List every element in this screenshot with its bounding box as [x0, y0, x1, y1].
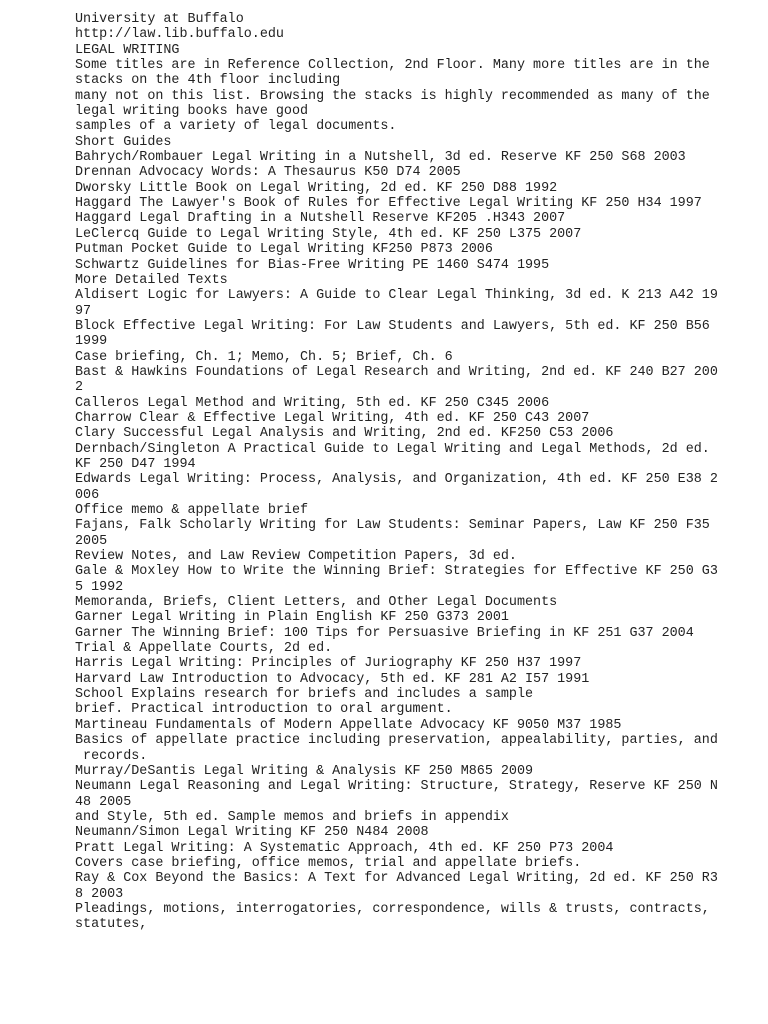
bibliography-entry: Edwards Legal Writing: Process, Analysis, and Organization, 4th ed. KF 250 E38 2	[75, 472, 718, 488]
bibliography-entry: Garner The Winning Brief: 100 Tips for Persuasive Briefing in KF 251 G37 2004	[75, 625, 694, 641]
bibliography-entry: Neumann Legal Reasoning and Legal Writing: Structure, Strategy, Reserve KF 250 N	[75, 779, 718, 795]
bibliography-entry: Harvard Law Introduction to Advocacy, 5th ed. KF 281 A2 I57 1991	[75, 671, 590, 687]
bibliography-entry: Trial & Appellate Courts, 2d ed.	[75, 641, 333, 657]
bibliography-entry: Bahrych/Rombauer Legal Writing in a Nutshell, 3d ed. Reserve KF 250 S68 2003	[75, 150, 686, 166]
bibliography-entry: Fajans, Falk Scholarly Writing for Law Students: Seminar Papers, Law KF 250 F35	[75, 518, 710, 534]
entry-note: records.	[75, 748, 148, 764]
intro-text: samples of a variety of legal documents.	[75, 119, 397, 135]
section-heading-short-guides: Short Guides	[75, 134, 172, 150]
bibliography-entry: 1999	[75, 334, 108, 350]
bibliography-entry: Putman Pocket Guide to Legal Writing KF250 P873 2006	[75, 242, 493, 258]
header-url: http://law.lib.buffalo.edu	[75, 27, 284, 43]
entry-note: Basics of appellate practice including preservation, appealability, parties, and	[75, 733, 718, 749]
bibliography-entry: KF 250 D47 1994	[75, 456, 196, 472]
entry-note: Covers case briefing, office memos, trial and appellate briefs.	[75, 855, 582, 871]
entry-note: statutes,	[75, 917, 148, 933]
bibliography-entry: 2005	[75, 533, 108, 549]
intro-text: Some titles are in Reference Collection, 2nd Floor. Many more titles are in the	[75, 58, 710, 74]
bibliography-entry: Harris Legal Writing: Principles of Juriography KF 250 H37 1997	[75, 656, 582, 672]
bibliography-entry: Haggard Legal Drafting in a Nutshell Reserve KF205 .H343 2007	[75, 211, 566, 227]
section-heading-detailed-texts: More Detailed Texts	[75, 272, 228, 288]
bibliography-entry: Block Effective Legal Writing: For Law Students and Lawyers, 5th ed. KF 250 B56	[75, 318, 710, 334]
bibliography-entry: Dworsky Little Book on Legal Writing, 2d ed. KF 250 D88 1992	[75, 180, 558, 196]
bibliography-entry: Martineau Fundamentals of Modern Appellate Advocacy KF 9050 M37 1985	[75, 717, 622, 733]
document-body	[75, 12, 718, 933]
bibliography-entry: 48 2005	[75, 794, 132, 810]
bibliography-entry: 5 1992	[75, 579, 124, 595]
entry-note: Case briefing, Ch. 1; Memo, Ch. 5; Brief, Ch. 6	[75, 349, 453, 365]
intro-text: legal writing books have good	[75, 104, 309, 120]
bibliography-entry: Dernbach/Singleton A Practical Guide to Legal Writing and Legal Methods, 2d ed.	[75, 441, 710, 457]
bibliography-entry: 006	[75, 487, 100, 503]
bibliography-entry: Ray & Cox Beyond the Basics: A Text for Advanced Legal Writing, 2d ed. KF 250 R3	[75, 871, 718, 887]
bibliography-entry: Drennan Advocacy Words: A Thesaurus K50 D74 2005	[75, 165, 461, 181]
bibliography-entry: 2	[75, 380, 84, 396]
intro-text: stacks on the 4th floor including	[75, 73, 341, 89]
bibliography-entry: 97	[75, 303, 92, 319]
entry-note: brief. Practical introduction to oral argument.	[75, 702, 453, 718]
header-institution: University at Buffalo	[75, 12, 244, 27]
bibliography-entry: Garner Legal Writing in Plain English KF 250 G373 2001	[75, 610, 509, 626]
bibliography-entry: Clary Successful Legal Analysis and Writing, 2nd ed. KF250 C53 2006	[75, 426, 614, 442]
bibliography-entry: Bast & Hawkins Foundations of Legal Research and Writing, 2nd ed. KF 240 B27 200	[75, 364, 718, 380]
bibliography-entry: Murray/DeSantis Legal Writing & Analysis KF 250 M865 2009	[75, 763, 534, 779]
bibliography-entry: Charrow Clear & Effective Legal Writing, 4th ed. KF 250 C43 2007	[75, 410, 590, 426]
bibliography-entry: Memoranda, Briefs, Client Letters, and Other Legal Documents	[75, 595, 558, 611]
intro-text: many not on this list. Browsing the stacks is highly recommended as many of the	[75, 88, 710, 104]
bibliography-entry: Neumann/Simon Legal Writing KF 250 N484 2008	[75, 825, 429, 841]
bibliography-entry: and Style, 5th ed. Sample memos and briefs in appendix	[75, 809, 509, 825]
bibliography-entry: Review Notes, and Law Review Competition Papers, 3d ed.	[75, 549, 517, 565]
bibliography-entry: Schwartz Guidelines for Bias-Free Writing PE 1460 S474 1995	[75, 257, 550, 273]
bibliography-entry: Pratt Legal Writing: A Systematic Approach, 4th ed. KF 250 P73 2004	[75, 840, 614, 856]
bibliography-entry: 8 2003	[75, 886, 124, 902]
document-title: LEGAL WRITING	[75, 42, 180, 58]
bibliography-entry: Calleros Legal Method and Writing, 5th ed. KF 250 C345 2006	[75, 395, 550, 411]
bibliography-entry: Haggard The Lawyer's Book of Rules for Effective Legal Writing KF 250 H34 1997	[75, 196, 702, 212]
bibliography-entry: Gale & Moxley How to Write the Winning Brief: Strategies for Effective KF 250 G3	[75, 564, 718, 580]
entry-note: School Explains research for briefs and includes a sample	[75, 687, 534, 703]
entry-note: Office memo & appellate brief	[75, 503, 309, 518]
entry-note: Pleadings, motions, interrogatories, correspondence, wills & trusts, contracts,	[75, 901, 710, 917]
bibliography-entry: Aldisert Logic for Lawyers: A Guide to Clear Legal Thinking, 3d ed. K 213 A42 19	[75, 288, 718, 304]
bibliography-entry: LeClercq Guide to Legal Writing Style, 4th ed. KF 250 L375 2007	[75, 226, 582, 242]
